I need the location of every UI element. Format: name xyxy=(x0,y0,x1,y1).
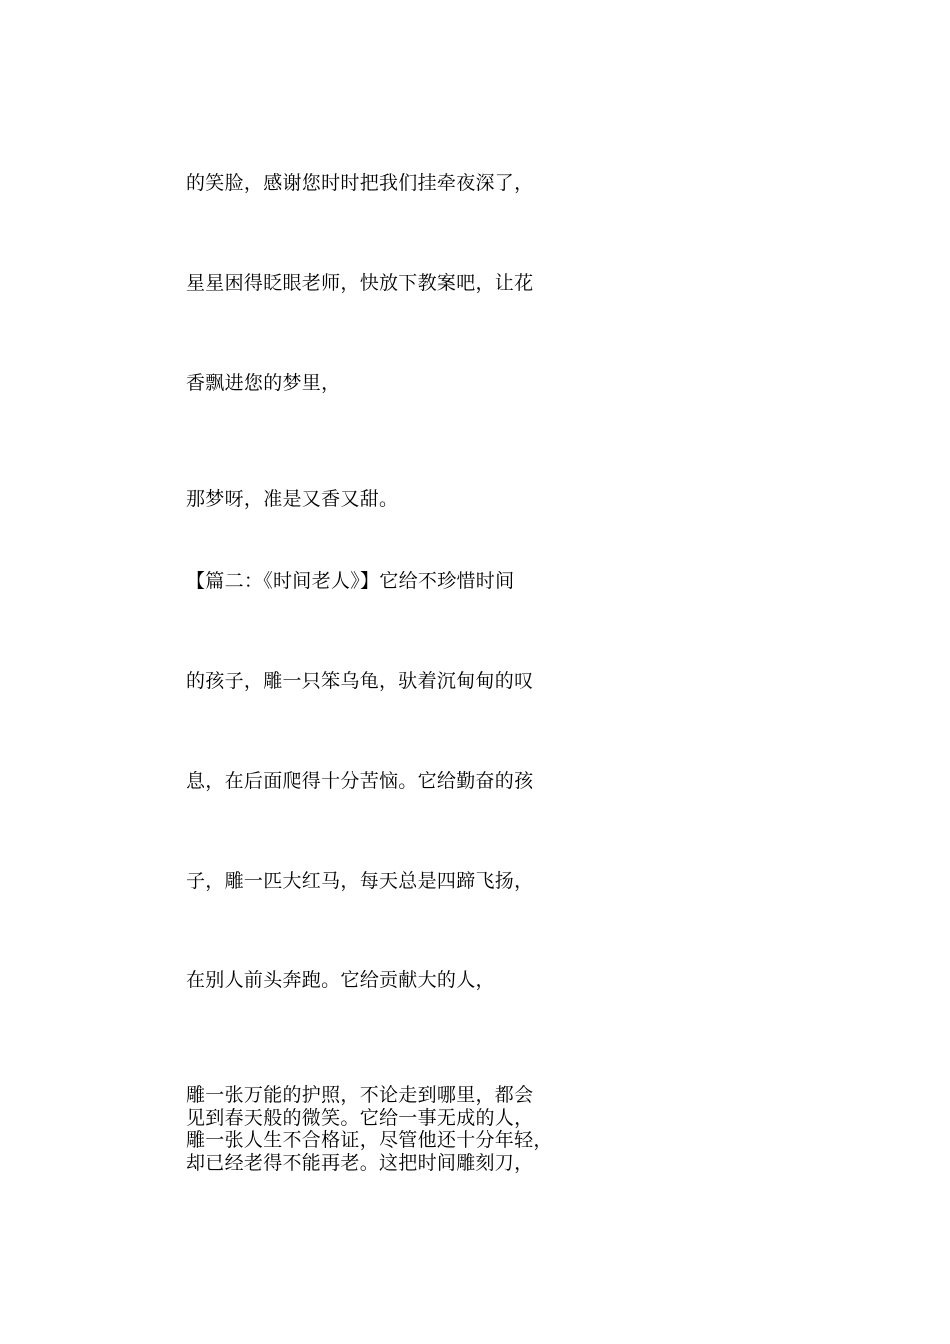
text-line: 子，雕一匹大红马，每天总是四蹄飞扬， xyxy=(186,870,534,892)
text-line: 却已经老得不能再老。这把时间雕刻刀， xyxy=(186,1151,534,1174)
text-line: 雕一张万能的护照，不论走到哪里，都会 xyxy=(186,1084,534,1106)
text-line: 见到春天般的微笑。它给一事无成的人， xyxy=(186,1106,534,1129)
final-paragraph xyxy=(186,1084,553,1174)
text-line: 星星困得眨眼老师，快放下教案吧，让花 xyxy=(186,272,534,294)
text-line: 的笑脸，感谢您时时把我们挂牵夜深了， xyxy=(186,172,534,194)
text-line: 雕一张人生不合格证，尽管他还十分年轻， xyxy=(186,1129,553,1151)
text-line: 在别人前头奔跑。它给贡献大的人， xyxy=(186,969,495,991)
text-line: 那梦呀，准是又香又甜。 xyxy=(186,488,399,510)
text-line: 的孩子，雕一只笨乌龟，驮着沉甸甸的叹 xyxy=(186,670,534,692)
text-line: 香飘进您的梦里， xyxy=(186,372,341,394)
text-line: 息，在后面爬得十分苦恼。它给勤奋的孩 xyxy=(186,770,534,792)
section-heading-line: 【篇二：《时间老人》】它给不珍惜时间 xyxy=(186,570,515,592)
